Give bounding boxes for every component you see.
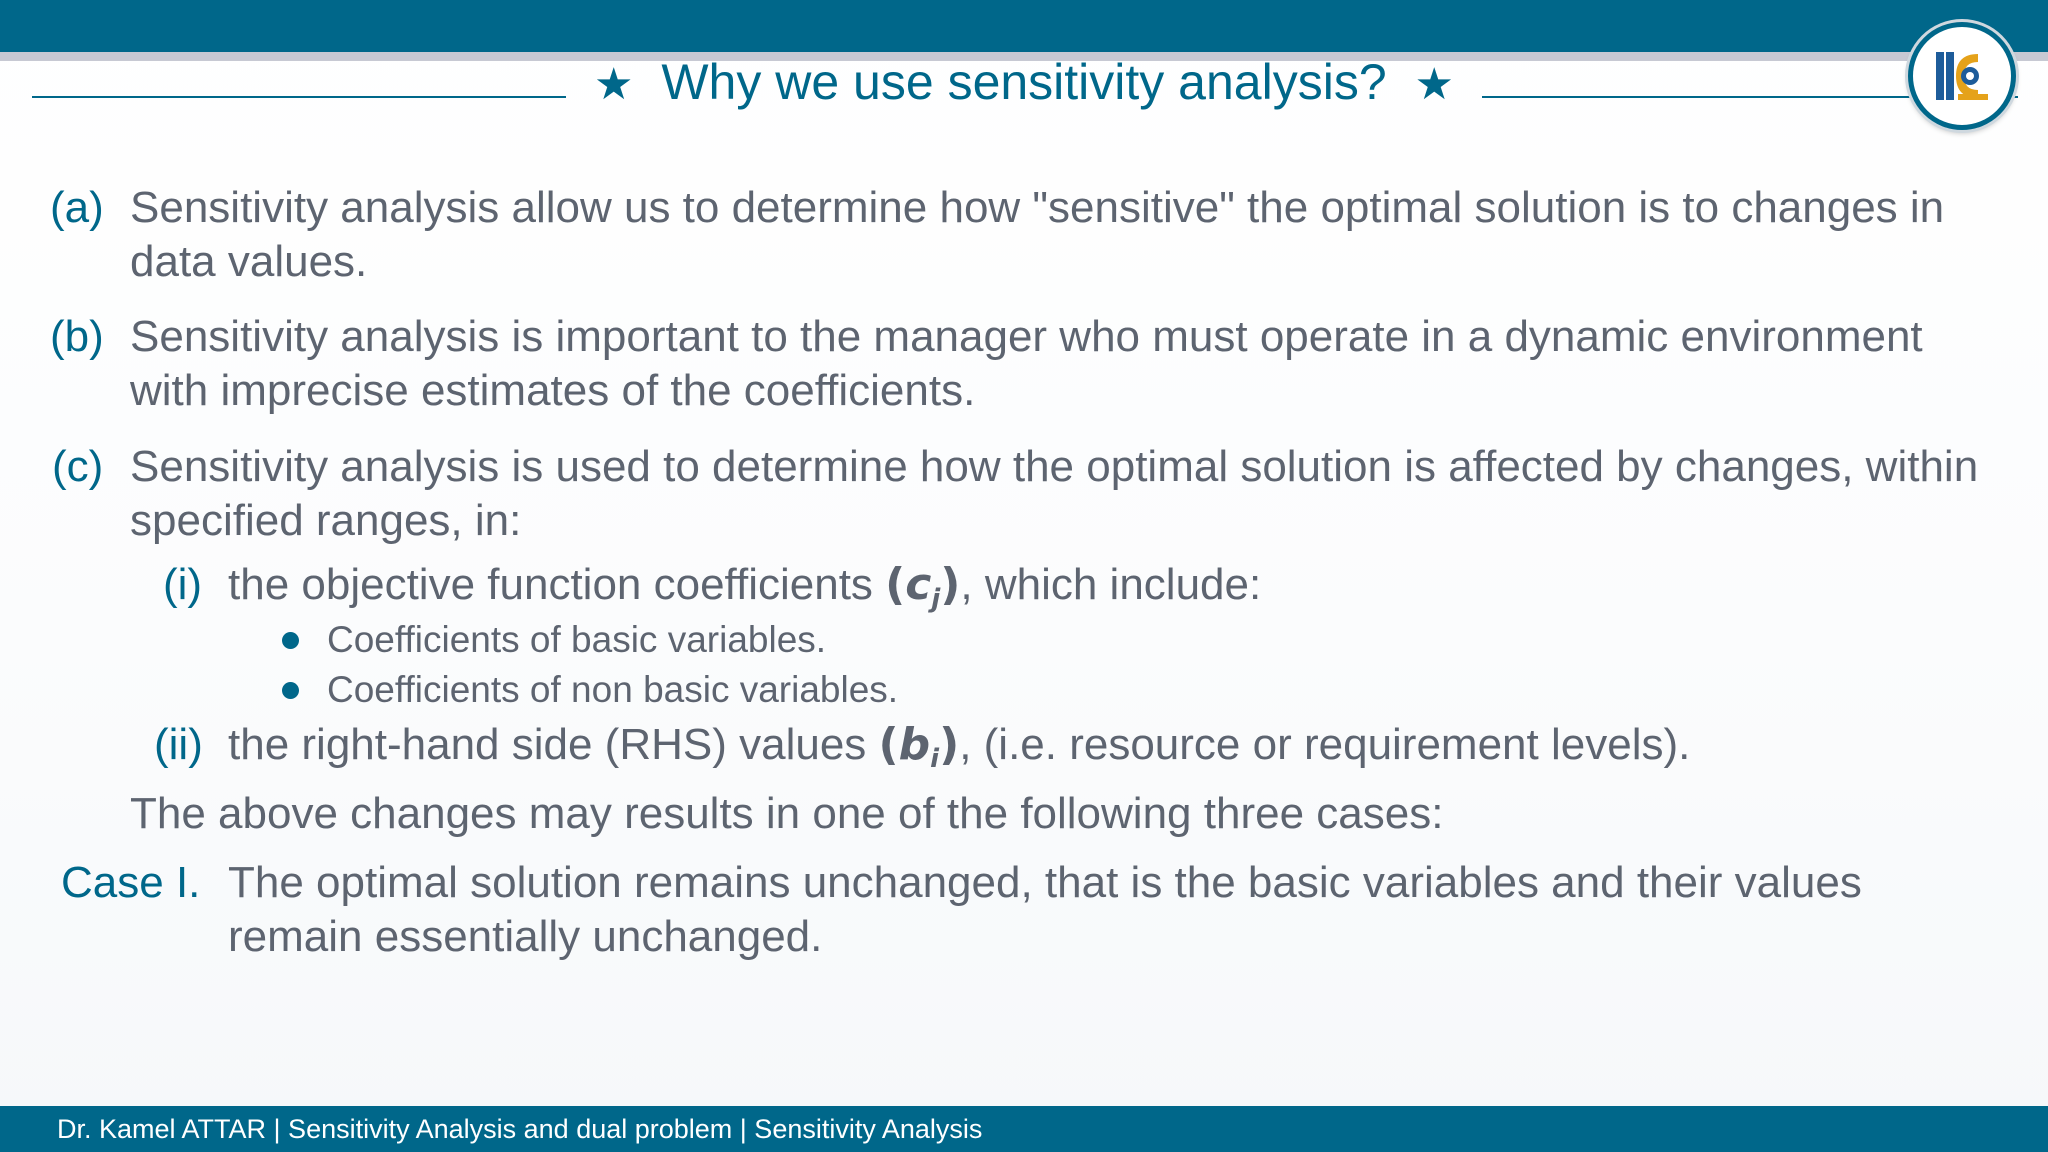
title-row [0,52,2048,112]
footer-bar [0,1106,2048,1152]
item-label-a: (a) [50,183,104,232]
math-c-var: c [905,559,932,610]
item-b-line-2: with imprecise estimates of the coefficients. [130,366,976,415]
logo-mark [1932,46,1992,106]
star-left-icon: ★ [594,60,634,109]
case-label: Case I. [61,858,201,907]
bullet-dot-icon [282,682,299,699]
bullet-dot-icon [282,632,299,649]
header-bar [0,0,2048,52]
bullet-basic-variables: Coefficients of basic variables. [327,619,827,660]
subitem-i-text-before: the objective function coefficients [228,560,873,609]
subitem-ii-text-before: the right-hand side (RHS) values [228,720,867,769]
case-line-1: The optimal solution remains unchanged, that is the basic variables and their values [228,858,1862,907]
math-b-var: b [898,719,931,770]
item-a-line-1: Sensitivity analysis allow us to determine how "sensitive" the optimal solution is to changes in [130,183,1945,232]
math-c-close: ) [940,559,961,610]
item-label-b: (b) [50,312,104,361]
math-c-j [885,559,961,614]
subitem-i-text-after: , which include: [960,560,1262,609]
star-right-icon: ★ [1414,60,1454,109]
summary-text: The above changes may results in one of the following three cases: [130,789,1444,838]
footer-text: Dr. Kamel ATTAR | Sensitivity Analysis and dual problem | Sensitivity Analysis [57,1114,983,1144]
math-b-i [878,719,960,774]
bullet-nonbasic-variables: Coefficients of non basic variables. [327,669,899,710]
title-rule-left [32,96,566,98]
math-c-sub: j [931,584,941,614]
item-label-c: (c) [52,442,104,491]
subitem-ii-text-after: , (i.e. resource or requirement levels). [959,720,1691,769]
subitem-ii-text [228,718,1690,786]
item-b-line-1: Sensitivity analysis is important to the manager who must operate in a dynamic environment [130,312,1923,361]
math-b-sub: i [930,744,940,774]
item-c-line-1: Sensitivity analysis is used to determine how the optimal solution is affected by changes, within [130,442,1979,491]
subitem-label-i: (i) [163,560,203,609]
subitem-i-text [228,558,1261,626]
item-a-line-2: data values. [130,237,368,286]
title-text: Why we use sensitivity analysis? [661,54,1387,110]
frame-title [566,52,1482,115]
university-logo-icon [1908,22,2016,130]
math-b-close: ) [939,719,960,770]
math-b-open: ( [878,719,899,770]
math-c-open: ( [885,559,906,610]
case-line-2: remain essentially unchanged. [228,912,823,961]
subitem-label-ii: (ii) [154,720,203,769]
item-c-line-2: specified ranges, in: [130,496,522,545]
